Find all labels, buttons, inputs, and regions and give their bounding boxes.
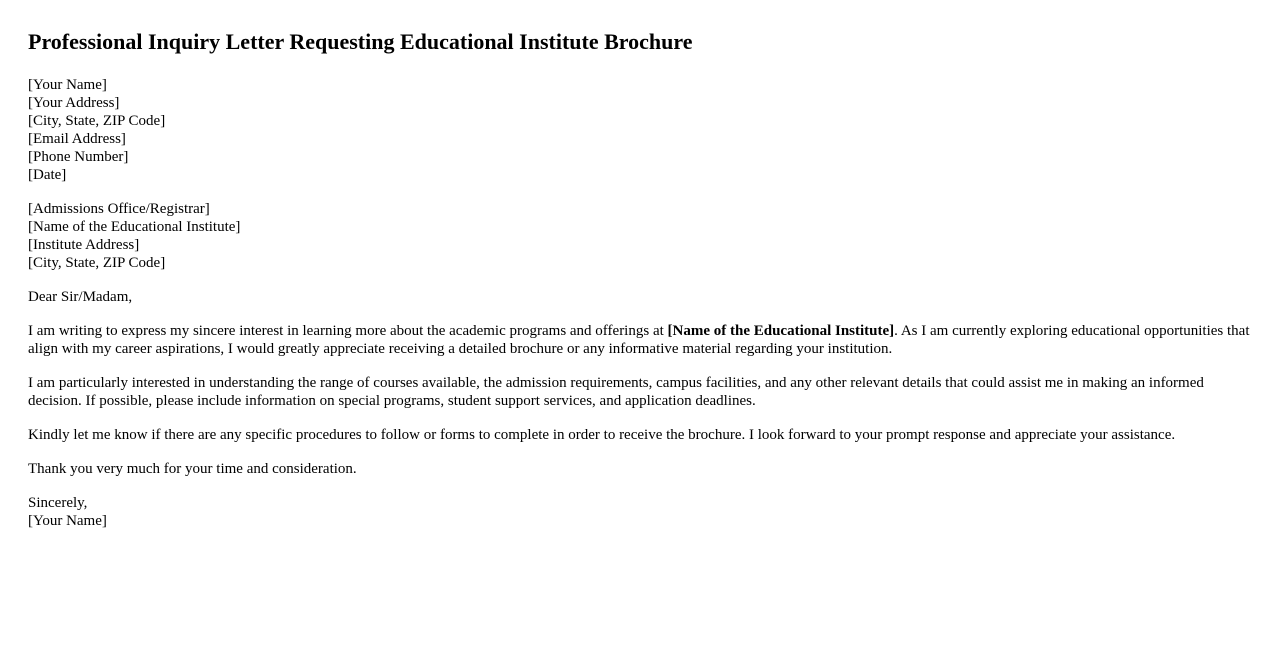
paragraph-interest-end: . As I am currently exploring educational opportunities that align with my career aspirations, I would greatly appreciate receiving a detailed brochure or any informative material regarding your institution. xyxy=(28,323,1250,357)
sender-phone: [Phone Number] xyxy=(28,149,129,165)
paragraph-interest-start: I am writing to express my sincere interest in learning more about the academic programs and offerings at xyxy=(28,323,668,339)
closing: Sincerely, xyxy=(28,495,88,511)
recipient-city-state-zip: [City, State, ZIP Code] xyxy=(28,255,166,271)
paragraph-procedures: Kindly let me know if there are any specific procedures to follow or forms to complete in order to receive the brochure. I look forward to your prompt response and appreciate your assistance. xyxy=(28,427,1176,443)
recipient-address: [Institute Address] xyxy=(28,237,140,253)
signature-name: [Your Name] xyxy=(28,513,107,529)
sender-email: [Email Address] xyxy=(28,131,126,147)
paragraph-thanks: Thank you very much for your time and consideration. xyxy=(28,461,357,477)
recipient-block xyxy=(28,200,1250,272)
sender-name: [Your Name] xyxy=(28,77,107,93)
salutation: Dear Sir/Madam, xyxy=(28,289,133,305)
letter-date: [Date] xyxy=(28,167,67,183)
paragraph-details: I am particularly interested in understanding the range of courses available, the admission requirements, campus facilities, and any other relevant details that could assist me in making an informed decision. If possible, please include information on special programs, student support services, and application deadlines. xyxy=(28,375,1204,409)
paragraph-interest xyxy=(28,322,1250,358)
page-title: Professional Inquiry Letter Requesting Educational Institute Brochure xyxy=(28,29,693,54)
sender-block xyxy=(28,76,1250,184)
sender-city-state-zip: [City, State, ZIP Code] xyxy=(28,113,166,129)
signature-block xyxy=(28,494,1250,530)
recipient-institute-name: [Name of the Educational Institute] xyxy=(28,219,241,235)
letter xyxy=(28,0,1250,546)
recipient-office: [Admissions Office/Registrar] xyxy=(28,201,210,217)
institute-name-emphasis: [Name of the Educational Institute] xyxy=(667,323,895,339)
sender-address: [Your Address] xyxy=(28,95,120,111)
